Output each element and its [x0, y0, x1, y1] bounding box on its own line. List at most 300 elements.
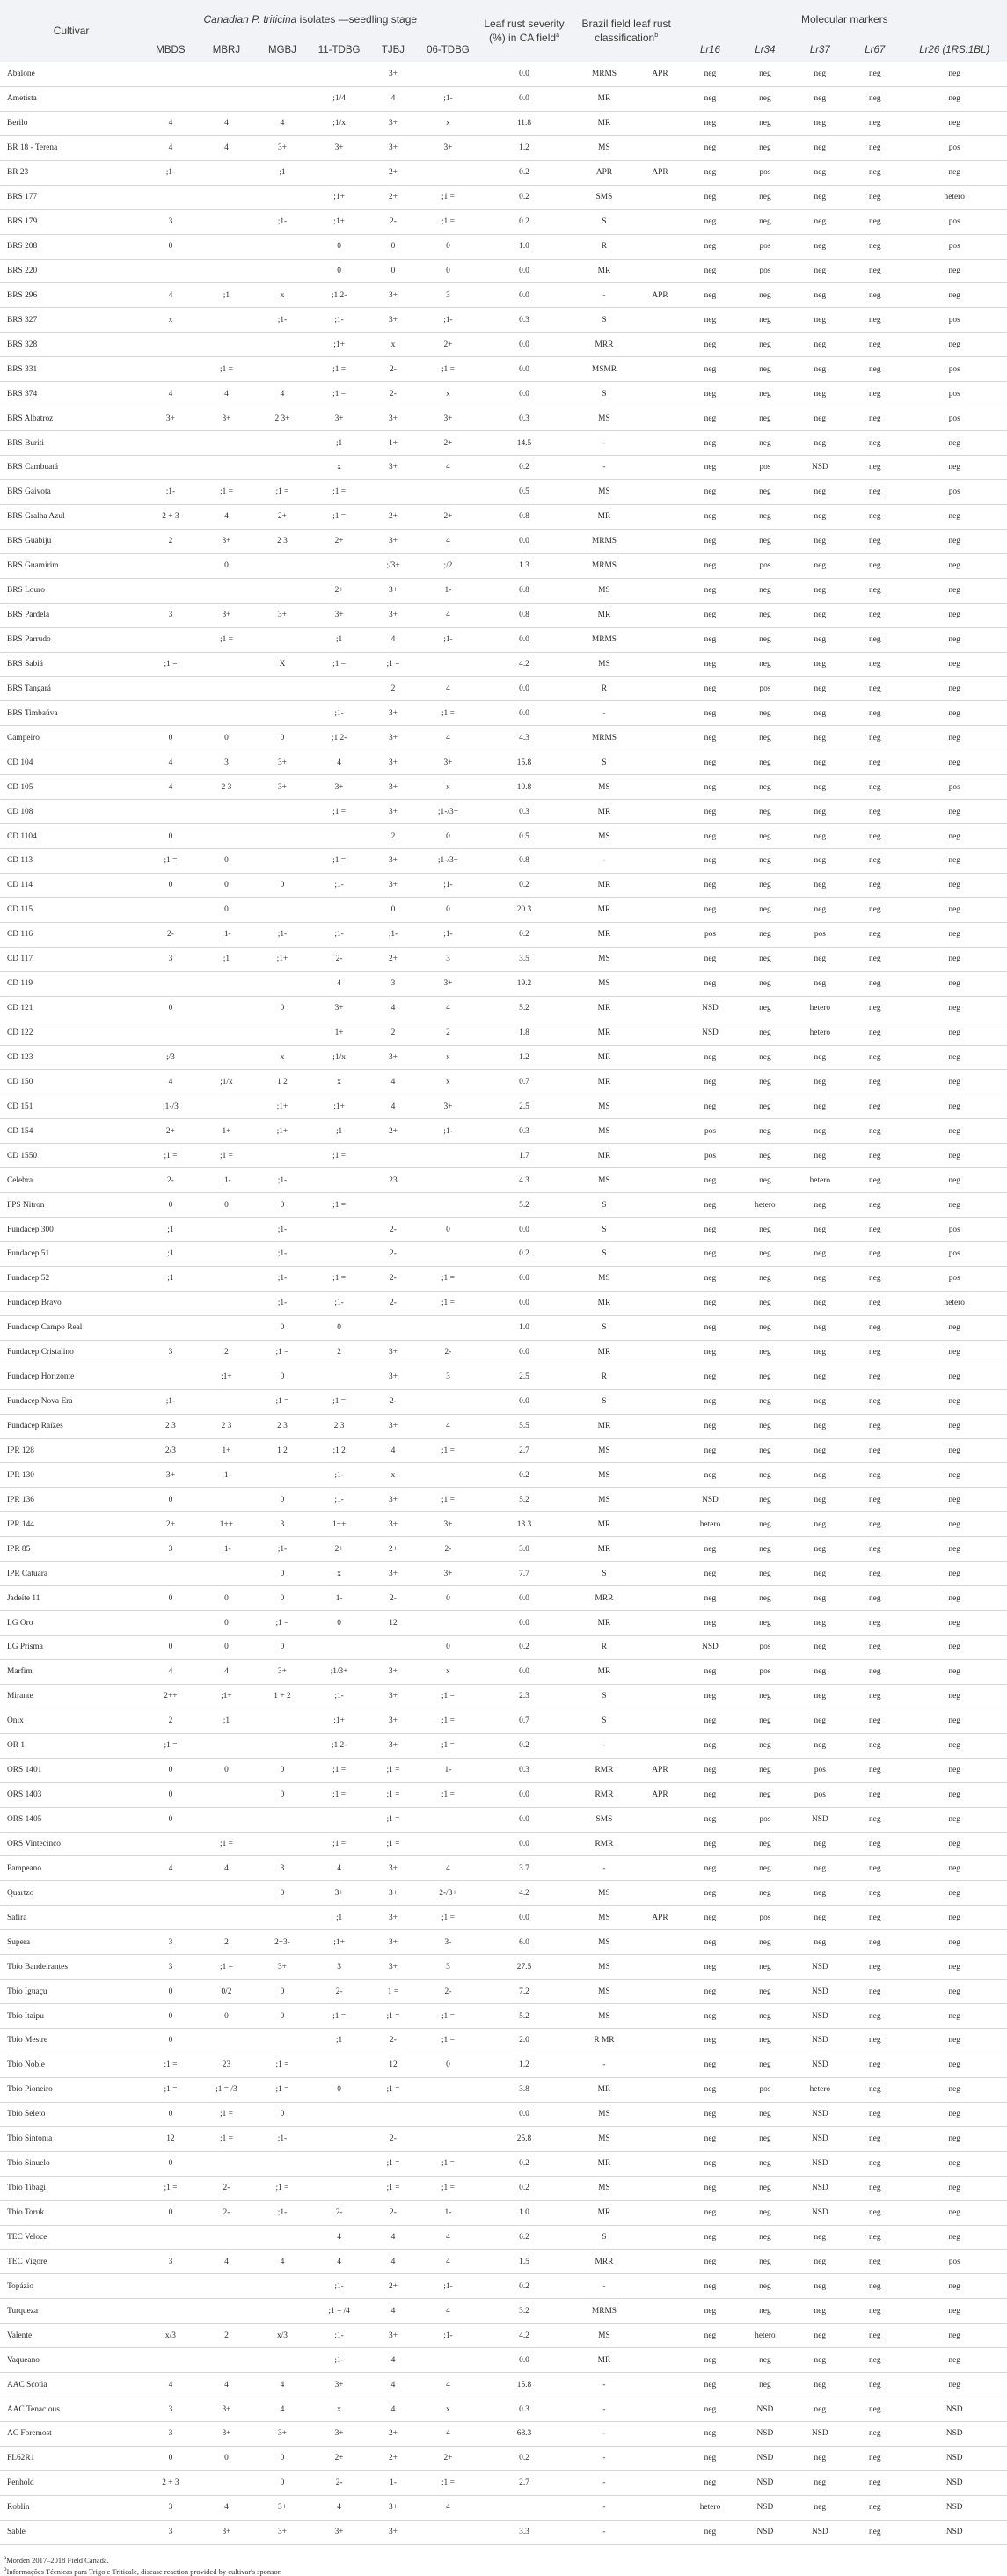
- table-cell: 3: [142, 2422, 199, 2447]
- table-cell: 0: [418, 1636, 478, 1660]
- table-cell: [638, 431, 682, 456]
- table-cell: pos: [901, 1218, 1007, 1242]
- table-cell: x: [418, 1070, 478, 1094]
- table-cell: neg: [738, 1119, 792, 1144]
- table-row: [0, 2053, 1007, 2077]
- cultivar-cell: BRS Sabiá: [0, 652, 142, 677]
- table-cell: [638, 529, 682, 553]
- table-cell: [310, 1365, 369, 1389]
- table-cell: S: [571, 1562, 638, 1586]
- table-cell: 3.0: [478, 1537, 570, 1562]
- table-cell: 0/2: [199, 1980, 255, 2004]
- table-row: [0, 1414, 1007, 1438]
- table-cell: 4.2: [478, 652, 570, 677]
- table-cell: 1-: [310, 1586, 369, 1611]
- table-cell: neg: [901, 1807, 1007, 1832]
- table-cell: ;1 =: [418, 1266, 478, 1291]
- table-cell: ;1 =: [368, 1832, 418, 1856]
- table-cell: S: [571, 1684, 638, 1709]
- table-cell: neg: [682, 1070, 739, 1094]
- table-cell: 3.5: [478, 947, 570, 971]
- table-cell: 4: [418, 996, 478, 1021]
- table-cell: 3+: [368, 1856, 418, 1881]
- table-cell: [254, 1463, 310, 1488]
- table-cell: [199, 2274, 255, 2299]
- table-cell: neg: [682, 2470, 739, 2495]
- table-cell: neg: [848, 308, 901, 333]
- table-cell: pos: [738, 1906, 792, 1930]
- table-cell: neg: [738, 1562, 792, 1586]
- table-cell: neg: [682, 750, 739, 775]
- table-cell: neg: [682, 2126, 739, 2151]
- table-cell: 3+: [368, 1045, 418, 1070]
- table-cell: 0.0: [478, 283, 570, 308]
- cultivar-cell: CD 113: [0, 849, 142, 874]
- table-cell: neg: [738, 2348, 792, 2373]
- table-cell: ;1: [142, 1218, 199, 1242]
- table-cell: 3+: [368, 701, 418, 726]
- cultivar-cell: CD 150: [0, 1070, 142, 1094]
- table-cell: neg: [738, 1881, 792, 1906]
- table-cell: MS: [571, 578, 638, 603]
- table-row: [0, 1512, 1007, 1537]
- table-cell: neg: [848, 2299, 901, 2324]
- table-cell: 0.0: [478, 1782, 570, 1807]
- table-cell: X: [254, 652, 310, 677]
- table-cell: neg: [848, 1315, 901, 1340]
- table-cell: [638, 578, 682, 603]
- table-cell: S: [571, 1709, 638, 1733]
- table-cell: pos: [901, 1266, 1007, 1291]
- table-cell: neg: [901, 750, 1007, 775]
- table-cell: neg: [792, 2225, 849, 2250]
- table-cell: 2-: [368, 1218, 418, 1242]
- table-cell: [638, 2053, 682, 2077]
- table-cell: neg: [848, 234, 901, 259]
- table-cell: ;1-/3+: [418, 849, 478, 874]
- table-cell: NSD: [901, 2495, 1007, 2520]
- table-cell: 2/3: [142, 1438, 199, 1463]
- table-cell: neg: [901, 1463, 1007, 1488]
- table-cell: [199, 2470, 255, 2495]
- table-cell: [638, 185, 682, 209]
- cultivar-cell: IPR 130: [0, 1463, 142, 1488]
- table-cell: neg: [848, 775, 901, 800]
- table-cell: neg: [738, 1586, 792, 1611]
- table-cell: 4: [199, 1659, 255, 1684]
- cultivar-cell: Onix: [0, 1709, 142, 1733]
- table-cell: 4.2: [478, 1881, 570, 1906]
- table-cell: neg: [848, 1463, 901, 1488]
- table-cell: -: [571, 283, 638, 308]
- table-cell: neg: [682, 677, 739, 701]
- table-cell: [142, 86, 199, 111]
- table-cell: 2 + 3: [142, 2470, 199, 2495]
- cultivar-cell: Penhold: [0, 2470, 142, 2495]
- table-cell: 3+: [368, 135, 418, 160]
- table-cell: 4: [368, 2225, 418, 2250]
- table-cell: 0: [142, 2446, 199, 2470]
- table-row: [0, 2446, 1007, 2470]
- table-cell: 3+: [368, 1512, 418, 1537]
- table-cell: 0: [310, 1611, 369, 1636]
- table-cell: pos: [682, 922, 739, 947]
- table-cell: MR: [571, 2348, 638, 2373]
- table-cell: [199, 652, 255, 677]
- table-cell: 0: [254, 2446, 310, 2470]
- table-cell: neg: [792, 1193, 849, 1218]
- table-cell: neg: [738, 1144, 792, 1168]
- table-cell: 7.2: [478, 1980, 570, 2004]
- table-cell: 3+: [142, 406, 199, 431]
- table-cell: neg: [848, 111, 901, 135]
- cultivar-cell: BRS 374: [0, 382, 142, 406]
- table-cell: [638, 2102, 682, 2126]
- table-cell: [254, 2299, 310, 2324]
- table-cell: NSD: [792, 2004, 849, 2029]
- table-cell: 3+: [418, 1094, 478, 1119]
- table-cell: ;1 =: [310, 2004, 369, 2029]
- table-cell: 0.2: [478, 2446, 570, 2470]
- cultivar-cell: Tbio Bandeirantes: [0, 1955, 142, 1980]
- table-cell: 3+: [368, 800, 418, 824]
- table-cell: 3+: [368, 2520, 418, 2544]
- table-cell: [142, 1832, 199, 1856]
- table-row: [0, 2126, 1007, 2151]
- table-cell: neg: [738, 2200, 792, 2225]
- table-cell: neg: [848, 1611, 901, 1636]
- table-cell: neg: [848, 1782, 901, 1807]
- table-cell: 0.8: [478, 578, 570, 603]
- table-cell: 4: [310, 971, 369, 996]
- cultivar-cell: ORS Vintecinco: [0, 1832, 142, 1856]
- table-cell: ;1-: [310, 1291, 369, 1315]
- table-cell: 3+: [199, 2422, 255, 2447]
- table-cell: neg: [682, 431, 739, 456]
- table-cell: 2-: [368, 2029, 418, 2053]
- table-cell: ;1: [310, 1906, 369, 1930]
- table-cell: 1+: [199, 1438, 255, 1463]
- table-cell: [638, 1611, 682, 1636]
- table-cell: x/3: [142, 2324, 199, 2348]
- table-cell: [638, 2126, 682, 2151]
- table-cell: neg: [792, 1930, 849, 1955]
- table-cell: 3+: [368, 849, 418, 874]
- table-cell: neg: [738, 2004, 792, 2029]
- cultivar-cell: CD 108: [0, 800, 142, 824]
- header-marker-4: Lr26 (1RS:1BL): [901, 39, 1007, 62]
- table-cell: neg: [848, 873, 901, 897]
- table-cell: 2.7: [478, 1438, 570, 1463]
- table-cell: neg: [901, 1611, 1007, 1636]
- table-cell: [368, 1636, 418, 1660]
- table-cell: [638, 504, 682, 529]
- table-cell: neg: [848, 750, 901, 775]
- table-cell: neg: [848, 1218, 901, 1242]
- table-cell: x: [254, 283, 310, 308]
- table-cell: x: [254, 1045, 310, 1070]
- table-cell: 0.2: [478, 2151, 570, 2176]
- table-cell: 1+: [368, 431, 418, 456]
- table-cell: 1++: [199, 1512, 255, 1537]
- table-cell: 3: [254, 1512, 310, 1537]
- table-cell: neg: [792, 1733, 849, 1758]
- table-cell: neg: [792, 333, 849, 357]
- table-cell: [638, 627, 682, 652]
- table-cell: neg: [738, 308, 792, 333]
- table-cell: [638, 2324, 682, 2348]
- table-cell: neg: [792, 308, 849, 333]
- table-cell: -: [571, 2495, 638, 2520]
- table-cell: 3+: [368, 578, 418, 603]
- table-cell: 3+: [368, 1709, 418, 1733]
- table-cell: neg: [848, 86, 901, 111]
- table-cell: neg: [901, 1315, 1007, 1340]
- table-cell: neg: [738, 947, 792, 971]
- table-cell: 0: [142, 873, 199, 897]
- table-cell: 0: [418, 234, 478, 259]
- table-cell: neg: [682, 86, 739, 111]
- table-cell: [638, 1021, 682, 1045]
- cultivar-cell: FL62R1: [0, 2446, 142, 2470]
- cultivar-cell: OR 1: [0, 1733, 142, 1758]
- table-cell: MR: [571, 800, 638, 824]
- table-cell: neg: [738, 1168, 792, 1193]
- table-cell: 3+: [368, 283, 418, 308]
- table-cell: neg: [738, 504, 792, 529]
- table-cell: ;1 =: [368, 1758, 418, 1782]
- table-row: [0, 1365, 1007, 1389]
- table-cell: neg: [682, 1807, 739, 1832]
- table-cell: neg: [738, 1291, 792, 1315]
- table-cell: 23: [368, 1168, 418, 1193]
- table-cell: 0.0: [478, 701, 570, 726]
- table-cell: pos: [901, 775, 1007, 800]
- table-cell: [310, 1218, 369, 1242]
- table-cell: 4: [368, 2397, 418, 2422]
- table-cell: [199, 456, 255, 480]
- table-cell: neg: [848, 2470, 901, 2495]
- table-cell: 2-: [368, 1266, 418, 1291]
- table-cell: neg: [848, 1562, 901, 1586]
- table-cell: [254, 1021, 310, 1045]
- table-cell: neg: [682, 2102, 739, 2126]
- table-cell: ;1 2-: [310, 1733, 369, 1758]
- table-cell: neg: [738, 333, 792, 357]
- table-cell: neg: [682, 1586, 739, 1611]
- table-cell: 3+: [254, 1955, 310, 1980]
- table-cell: 4: [310, 1856, 369, 1881]
- table-cell: 4: [310, 2495, 369, 2520]
- table-cell: MR: [571, 86, 638, 111]
- table-cell: neg: [738, 1266, 792, 1291]
- table-cell: neg: [792, 849, 849, 874]
- table-cell: 10.8: [478, 775, 570, 800]
- header-isolates-rest: isolates —seedling stage: [296, 13, 418, 26]
- cultivar-cell: CD 151: [0, 1094, 142, 1119]
- table-row: [0, 1758, 1007, 1782]
- table-cell: 4: [418, 2250, 478, 2274]
- table-cell: ;1-/3: [142, 1094, 199, 1119]
- table-cell: neg: [901, 2348, 1007, 2373]
- table-cell: MRR: [571, 333, 638, 357]
- table-cell: 0.0: [478, 1659, 570, 1684]
- table-cell: [418, 2126, 478, 2151]
- table-cell: 4: [254, 2373, 310, 2397]
- table-cell: neg: [738, 1094, 792, 1119]
- table-cell: [199, 1242, 255, 1267]
- table-cell: [638, 2373, 682, 2397]
- table-cell: 0.8: [478, 849, 570, 874]
- table-cell: 3+: [368, 775, 418, 800]
- table-cell: MR: [571, 603, 638, 627]
- table-cell: -: [571, 456, 638, 480]
- table-cell: ;1 =: [199, 2102, 255, 2126]
- table-cell: x: [368, 1463, 418, 1488]
- cultivar-cell: BR 18 - Terena: [0, 135, 142, 160]
- table-cell: x: [418, 775, 478, 800]
- table-cell: neg: [682, 2250, 739, 2274]
- table-cell: 0: [199, 553, 255, 578]
- table-row: [0, 1438, 1007, 1463]
- table-cell: NSD: [792, 2176, 849, 2200]
- table-cell: 3: [142, 2250, 199, 2274]
- table-cell: neg: [682, 2176, 739, 2200]
- table-cell: 3+: [368, 603, 418, 627]
- table-cell: 0.3: [478, 406, 570, 431]
- table-cell: ;1-: [254, 1168, 310, 1193]
- table-cell: [199, 1807, 255, 1832]
- table-cell: 4: [142, 283, 199, 308]
- table-row: [0, 1315, 1007, 1340]
- table-cell: 4: [199, 2250, 255, 2274]
- table-cell: neg: [848, 726, 901, 750]
- table-cell: neg: [848, 529, 901, 553]
- table-cell: neg: [792, 897, 849, 922]
- table-cell: neg: [682, 578, 739, 603]
- table-cell: [638, 1218, 682, 1242]
- table-cell: neg: [738, 2176, 792, 2200]
- table-cell: 3+: [199, 529, 255, 553]
- cultivar-cell: IPR 128: [0, 1438, 142, 1463]
- table-cell: 0.2: [478, 922, 570, 947]
- table-cell: ;1-: [254, 2200, 310, 2225]
- cultivar-cell: Fundacep Campo Real: [0, 1315, 142, 1340]
- table-cell: neg: [848, 922, 901, 947]
- table-cell: ;1+: [254, 947, 310, 971]
- cultivar-cell: AC Foremost: [0, 2422, 142, 2447]
- table-cell: 2-: [418, 1980, 478, 2004]
- table-cell: 0.0: [478, 1340, 570, 1365]
- table-cell: neg: [901, 1562, 1007, 1586]
- table-row: [0, 283, 1007, 308]
- table-cell: [142, 1881, 199, 1906]
- table-cell: 4: [142, 1659, 199, 1684]
- table-cell: neg: [848, 209, 901, 234]
- table-cell: APR: [571, 160, 638, 185]
- table-cell: 0.0: [478, 1218, 570, 1242]
- table-cell: 3: [142, 1930, 199, 1955]
- table-cell: neg: [848, 1807, 901, 1832]
- table-cell: MS: [571, 971, 638, 996]
- table-cell: x: [418, 1045, 478, 1070]
- table-cell: neg: [848, 677, 901, 701]
- table-cell: neg: [738, 1414, 792, 1438]
- table-cell: 1.2: [478, 2053, 570, 2077]
- table-cell: 4: [199, 1856, 255, 1881]
- table-cell: MR: [571, 111, 638, 135]
- table-cell: 0: [368, 234, 418, 259]
- table-cell: neg: [682, 1562, 739, 1586]
- table-cell: -: [571, 2470, 638, 2495]
- cultivar-cell: IPR 85: [0, 1537, 142, 1562]
- table-cell: 3-: [418, 1930, 478, 1955]
- table-cell: neg: [901, 1586, 1007, 1611]
- table-cell: [254, 2274, 310, 2299]
- table-cell: neg: [682, 971, 739, 996]
- table-cell: neg: [682, 1537, 739, 1562]
- table-cell: ;1-: [310, 2324, 369, 2348]
- table-cell: ;1 2: [310, 1438, 369, 1463]
- table-cell: ;1-: [418, 2274, 478, 2299]
- table-cell: neg: [901, 1537, 1007, 1562]
- cultivar-cell: Fundacep Cristalino: [0, 1340, 142, 1365]
- table-cell: 3+: [418, 1512, 478, 1537]
- table-cell: S: [571, 308, 638, 333]
- table-cell: 2+: [310, 578, 369, 603]
- table-cell: neg: [682, 1659, 739, 1684]
- table-cell: neg: [901, 726, 1007, 750]
- table-cell: 3+: [368, 1733, 418, 1758]
- table-cell: 3+: [368, 1955, 418, 1980]
- table-cell: -: [571, 2446, 638, 2470]
- table-cell: MR: [571, 1659, 638, 1684]
- table-cell: [199, 1906, 255, 1930]
- table-cell: -: [571, 1733, 638, 1758]
- table-cell: neg: [738, 529, 792, 553]
- table-cell: neg: [848, 62, 901, 87]
- table-row: [0, 1094, 1007, 1119]
- table-cell: ;1 =: [142, 1733, 199, 1758]
- table-cell: [199, 1266, 255, 1291]
- table-cell: [254, 86, 310, 111]
- table-cell: [638, 726, 682, 750]
- table-cell: neg: [848, 1021, 901, 1045]
- cultivar-cell: Campeiro: [0, 726, 142, 750]
- table-cell: S: [571, 209, 638, 234]
- table-cell: [638, 1659, 682, 1684]
- table-cell: neg: [901, 922, 1007, 947]
- table-cell: x: [368, 333, 418, 357]
- table-cell: neg: [738, 1488, 792, 1512]
- table-row: [0, 1021, 1007, 1045]
- table-cell: MS: [571, 775, 638, 800]
- table-cell: ;1 =: [310, 382, 369, 406]
- table-cell: 2-: [368, 2200, 418, 2225]
- table-cell: 4: [142, 1856, 199, 1881]
- table-cell: hetero: [901, 185, 1007, 209]
- table-cell: ;1 =: [310, 1758, 369, 1782]
- table-cell: neg: [848, 1340, 901, 1365]
- cultivar-cell: BRS 331: [0, 357, 142, 382]
- table-cell: [418, 1389, 478, 1414]
- table-row: [0, 1980, 1007, 2004]
- table-cell: ;/3: [142, 1045, 199, 1070]
- cultivar-cell: LG Prisma: [0, 1636, 142, 1660]
- table-cell: neg: [848, 504, 901, 529]
- table-row: [0, 849, 1007, 874]
- table-cell: neg: [738, 1512, 792, 1537]
